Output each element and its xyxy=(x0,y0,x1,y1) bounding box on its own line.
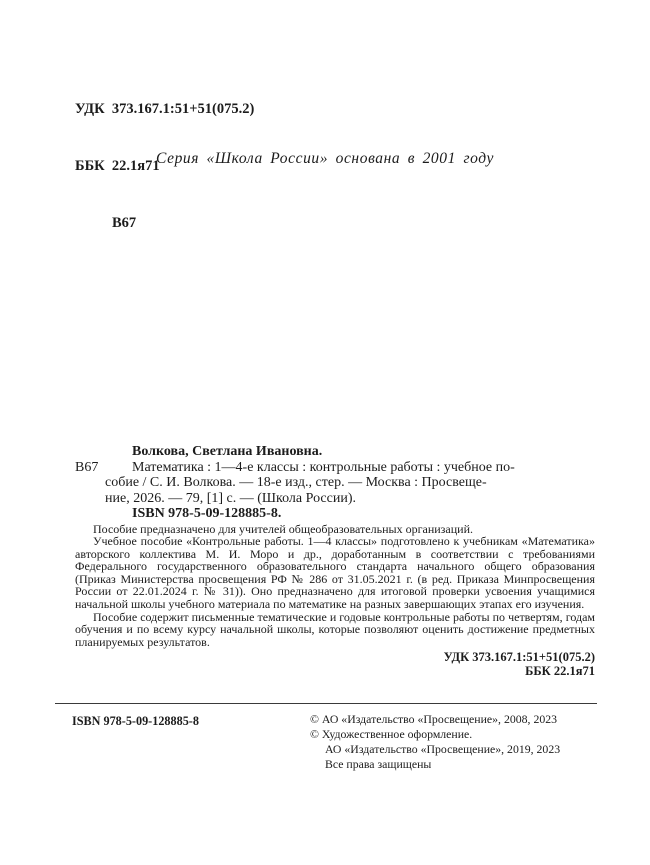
copyright-line: АО «Издательство «Просвещение», 2019, 2023 xyxy=(325,742,561,756)
copyright-line: © Художественное оформление. xyxy=(310,727,473,741)
catalog-code-top: В67 xyxy=(112,215,137,231)
copyright-line: © АО «Издательство «Просвещение», 2008, 2023 xyxy=(310,712,558,726)
copyright-line: Все права защищены xyxy=(325,757,432,771)
entry-line: Математика : 1—4-е классы : контрольные работы : учебное по- xyxy=(132,459,515,475)
udk-code-bottom: УДК 373.167.1:51+51(075.2) xyxy=(443,650,595,665)
annotation-paragraph: Пособие содержит письменные тематические и годовые контрольные работы по четвертям, годам обучения и по всему курсу начальной школы, которые позволяют оценить достижение предметных планируемых результатов. xyxy=(75,609,595,649)
bbk-code-bottom: ББК 22.1я71 xyxy=(525,664,595,679)
annotation-paragraph: Учебное пособие «Контрольные работы. 1—4 классы» подготовлено к учебникам «Математика» авторского коллектива М. И. Моро и др., доработанным в соответствии с требованиями Федерального государственного образовательного стандарта начального общего образования (Приказ Министерства просвещения РФ № 286 от 31.05.2021 г. (в ред. Приказа Минпросвещения России от 22.01.2024 г. № 31)). Оно предназначено для итоговой проверки усвоения учащимися начальной школы учебного материала по математике на разных завершающих этапах его изучения. xyxy=(75,534,595,612)
footer-block xyxy=(72,712,597,772)
footer-divider xyxy=(55,703,597,704)
bbk-code-top: ББК 22.1я71 xyxy=(75,158,160,174)
footer-isbn: ISBN 978-5-09-128885-8 xyxy=(72,714,199,728)
copyright-block xyxy=(310,712,597,772)
series-line: Серия «Школа России» основана в 2001 году xyxy=(156,150,494,167)
catalog-entry xyxy=(75,459,595,507)
author-name: Волкова, Светлана Ивановна. xyxy=(132,444,323,459)
entry-line: собие / С. И. Волкова. — 18-е изд., стер. — Москва : Просвеще- xyxy=(105,475,487,490)
udk-code-top: УДК 373.167.1:51+51(075.2) xyxy=(75,101,255,117)
isbn-line: ISBN 978-5-09-128885-8. xyxy=(132,506,282,521)
catalog-code: В67 xyxy=(75,459,99,475)
entry-line: ние, 2026. — 79, [1] с. — (Школа России). xyxy=(105,490,356,506)
bibliographic-block xyxy=(75,444,595,678)
annotation-paragraph: Пособие предназначено для учителей общеобразовательных организаций. xyxy=(93,521,473,536)
bottom-classification-block xyxy=(75,650,595,678)
